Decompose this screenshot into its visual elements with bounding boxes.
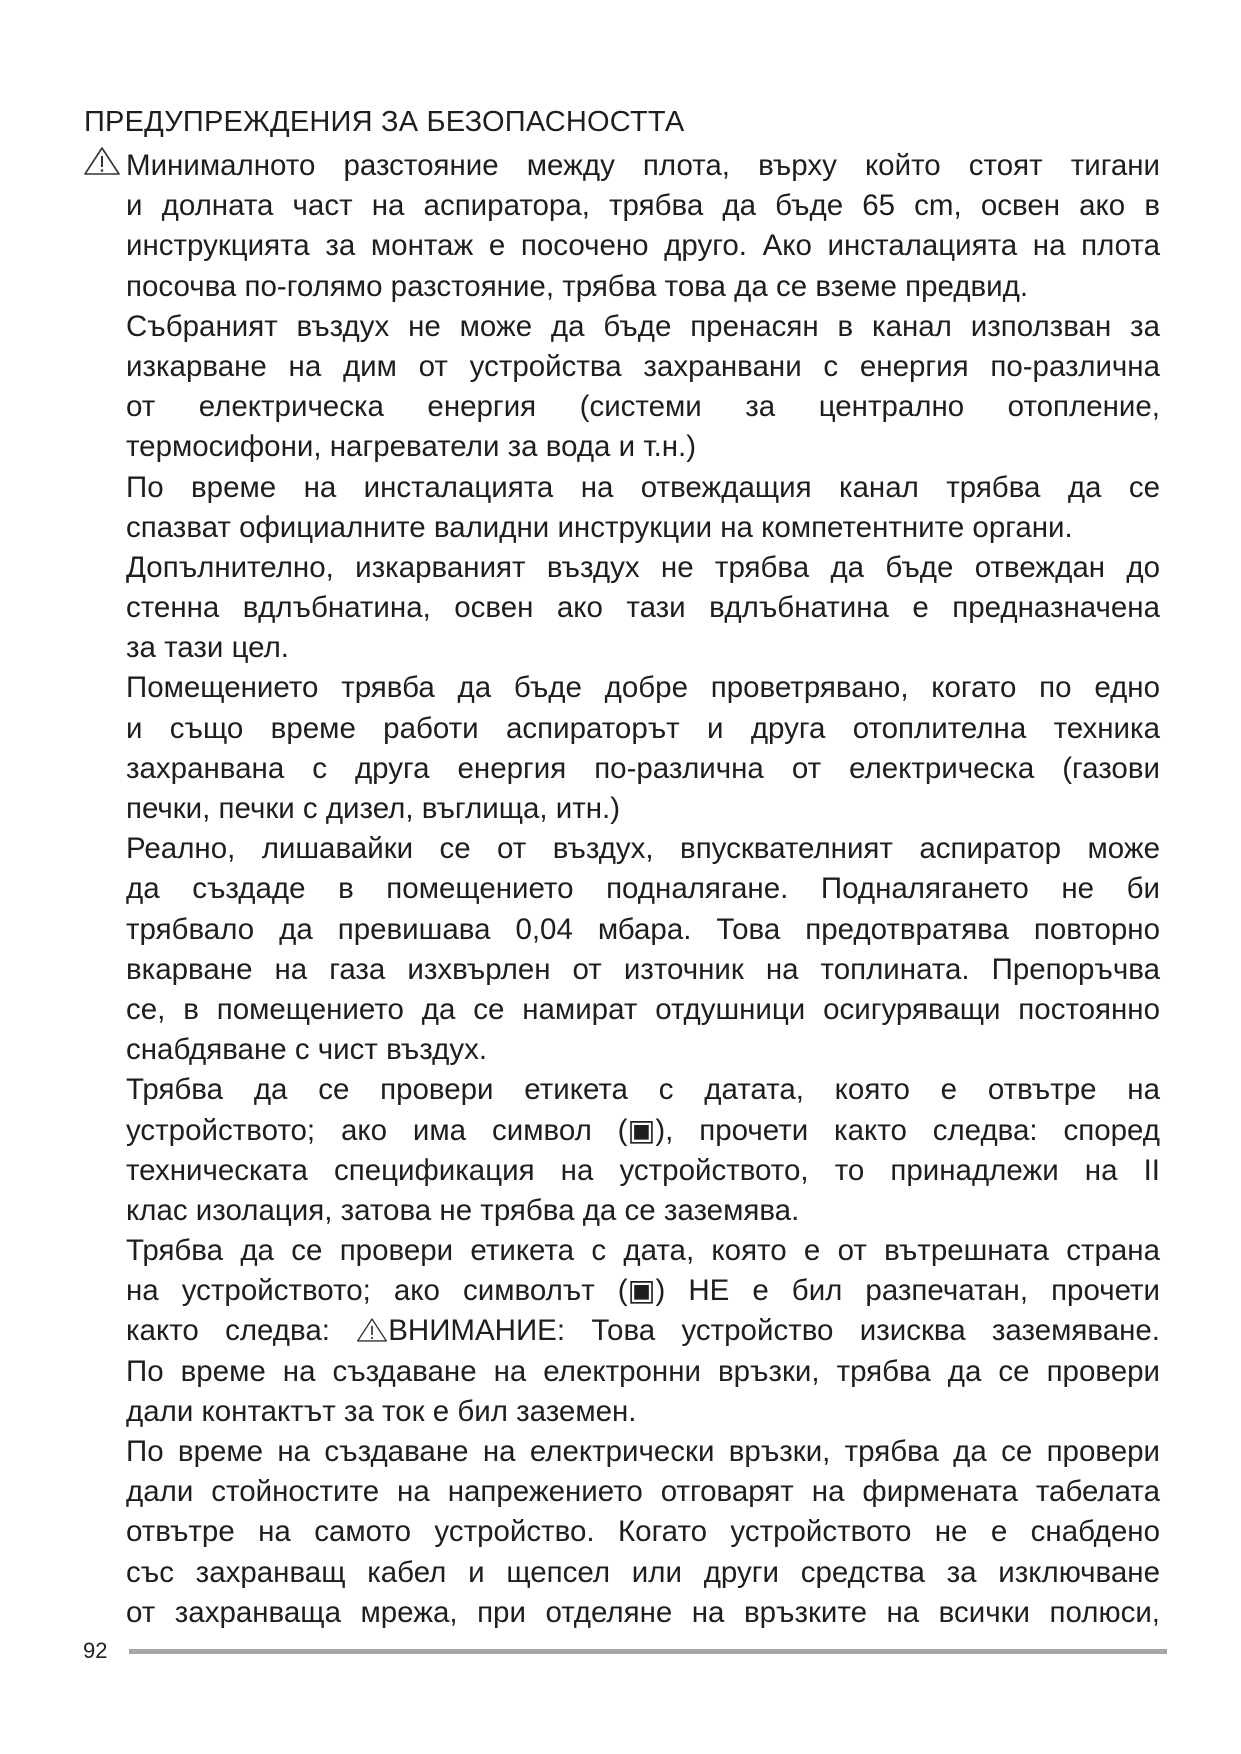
text-fragment: ВНИМАНИЕ: Това устройство изисква заземяване.	[388, 1314, 1160, 1348]
text-line: за тази цел.	[126, 631, 289, 665]
text-line: По време на инсталацията на отвеждащия канал трябва да се	[126, 470, 1160, 504]
warning-paragraph	[126, 1432, 1160, 1633]
warning-triangle-icon	[83, 146, 121, 176]
text-line: термосифони, нагреватели за вода и т.н.)	[126, 430, 697, 464]
text-line: Трябва да се провери етикета с дата, която е от вътрешната страна	[126, 1234, 1160, 1268]
warning-paragraph	[126, 307, 1160, 468]
text-line: Събраният въздух не може да бъде пренасян в канал използван за	[126, 309, 1160, 343]
text-line: вкарване на газа изхвърлен от източник на топлината. Препоръчва	[126, 952, 1160, 986]
text-line: техническата спецификация на устройството, то принадлежи на II	[126, 1153, 1160, 1187]
warning-paragraph	[126, 1352, 1160, 1432]
text-line: да създаде в помещението подналягане. Подналягането не би	[126, 872, 1160, 906]
footer-rule	[129, 1649, 1167, 1654]
text-line: устройството; ако има символ (▣), прочети както следва: според	[126, 1113, 1160, 1147]
safety-warnings-text	[126, 146, 1160, 1633]
text-line: Минималното разстояние между плота, върху който стоят тигани	[126, 149, 1160, 182]
section-heading: ПРЕДУПРЕЖДЕНИЯ ЗА БЕЗОПАСНОСТТА	[84, 106, 685, 138]
text-line-with-warning	[126, 1311, 1160, 1351]
text-line: инструкцията за монтаж е посочено друго. Ако инсталацията на плота	[126, 229, 1160, 263]
text-line: и долната част на аспиратора, трябва да бъде 65 cm, освен ако в	[126, 189, 1160, 223]
text-line: изкарване на дим от устройства захранвани с енергия по-различна	[126, 349, 1160, 383]
text-line: спазват официалните валидни инструкции на компетентните органи.	[126, 510, 1073, 544]
text-line: клас изолация, затова не трябва да се заземява.	[126, 1193, 800, 1227]
text-line: Допълнително, изкарваният въздух не трябва да бъде отвеждан до	[126, 550, 1160, 584]
text-line: на устройството; ако символът (▣) НЕ е бил разпечатан, прочети	[126, 1274, 1160, 1308]
text-line: стенна вдлъбнатина, освен ако тази вдлъбнатина е предназначена	[126, 591, 1160, 625]
warning-paragraph	[126, 1231, 1160, 1352]
warning-paragraph	[126, 146, 1160, 307]
text-line: и също време работи аспираторът и друга отоплителна техника	[126, 711, 1160, 745]
text-line: Помещението трявба да бъде добре проветрявано, когато по едно	[126, 671, 1160, 705]
text-line: посочва по-голямо разстояние, трябва това да се вземе предвид.	[126, 269, 1029, 303]
warning-paragraph	[126, 548, 1160, 669]
text-line: По време на създаване на електрически връзки, трябва да се провери	[126, 1435, 1160, 1468]
text-line: от електрическа енергия (системи за централно отопление,	[126, 390, 1160, 424]
warning-paragraph	[126, 829, 1160, 1070]
text-line: Трябва да се провери етикета с датата, която е отвътре на	[126, 1073, 1160, 1107]
text-line: отвътре на самото устройство. Когато устройството не е снабдено	[126, 1515, 1160, 1549]
warning-paragraph	[126, 468, 1160, 548]
warning-paragraph	[126, 668, 1160, 829]
text-line: се, в помещението да се намират отдушници осигуряващи постоянно	[126, 992, 1160, 1026]
text-line: печки, печки с дизел, въглища, итн.)	[126, 792, 621, 825]
text-line: дали контактът за ток е бил заземен.	[126, 1394, 637, 1428]
warning-paragraph	[126, 1070, 1160, 1231]
text-line: Реално, лишавайки се от въздух, впусквателният аспиратор може	[126, 832, 1160, 866]
text-line: захранвана с друга енергия по-различна от електрическа (газови	[126, 751, 1160, 785]
page-number: 92	[83, 1638, 108, 1663]
warning-triangle-icon	[356, 1314, 388, 1340]
text-line: със захранващ кабел и щепсел или други средства за изключване	[126, 1555, 1160, 1589]
text-line: снабдяване с чист въздух.	[126, 1033, 488, 1067]
text-fragment: както следва:	[126, 1314, 330, 1348]
text-line: По време на създаване на електронни връзки, трябва да се провери	[126, 1354, 1160, 1388]
text-line: трябвало да превишава 0,04 мбара. Това предотвратява повторно	[126, 912, 1160, 946]
text-line: дали стойностите на напрежението отговарят на фирмената табелата	[126, 1475, 1160, 1509]
text-line: от захранваща мрежа, при отделяне на връзките на всички полюси,	[126, 1595, 1160, 1629]
